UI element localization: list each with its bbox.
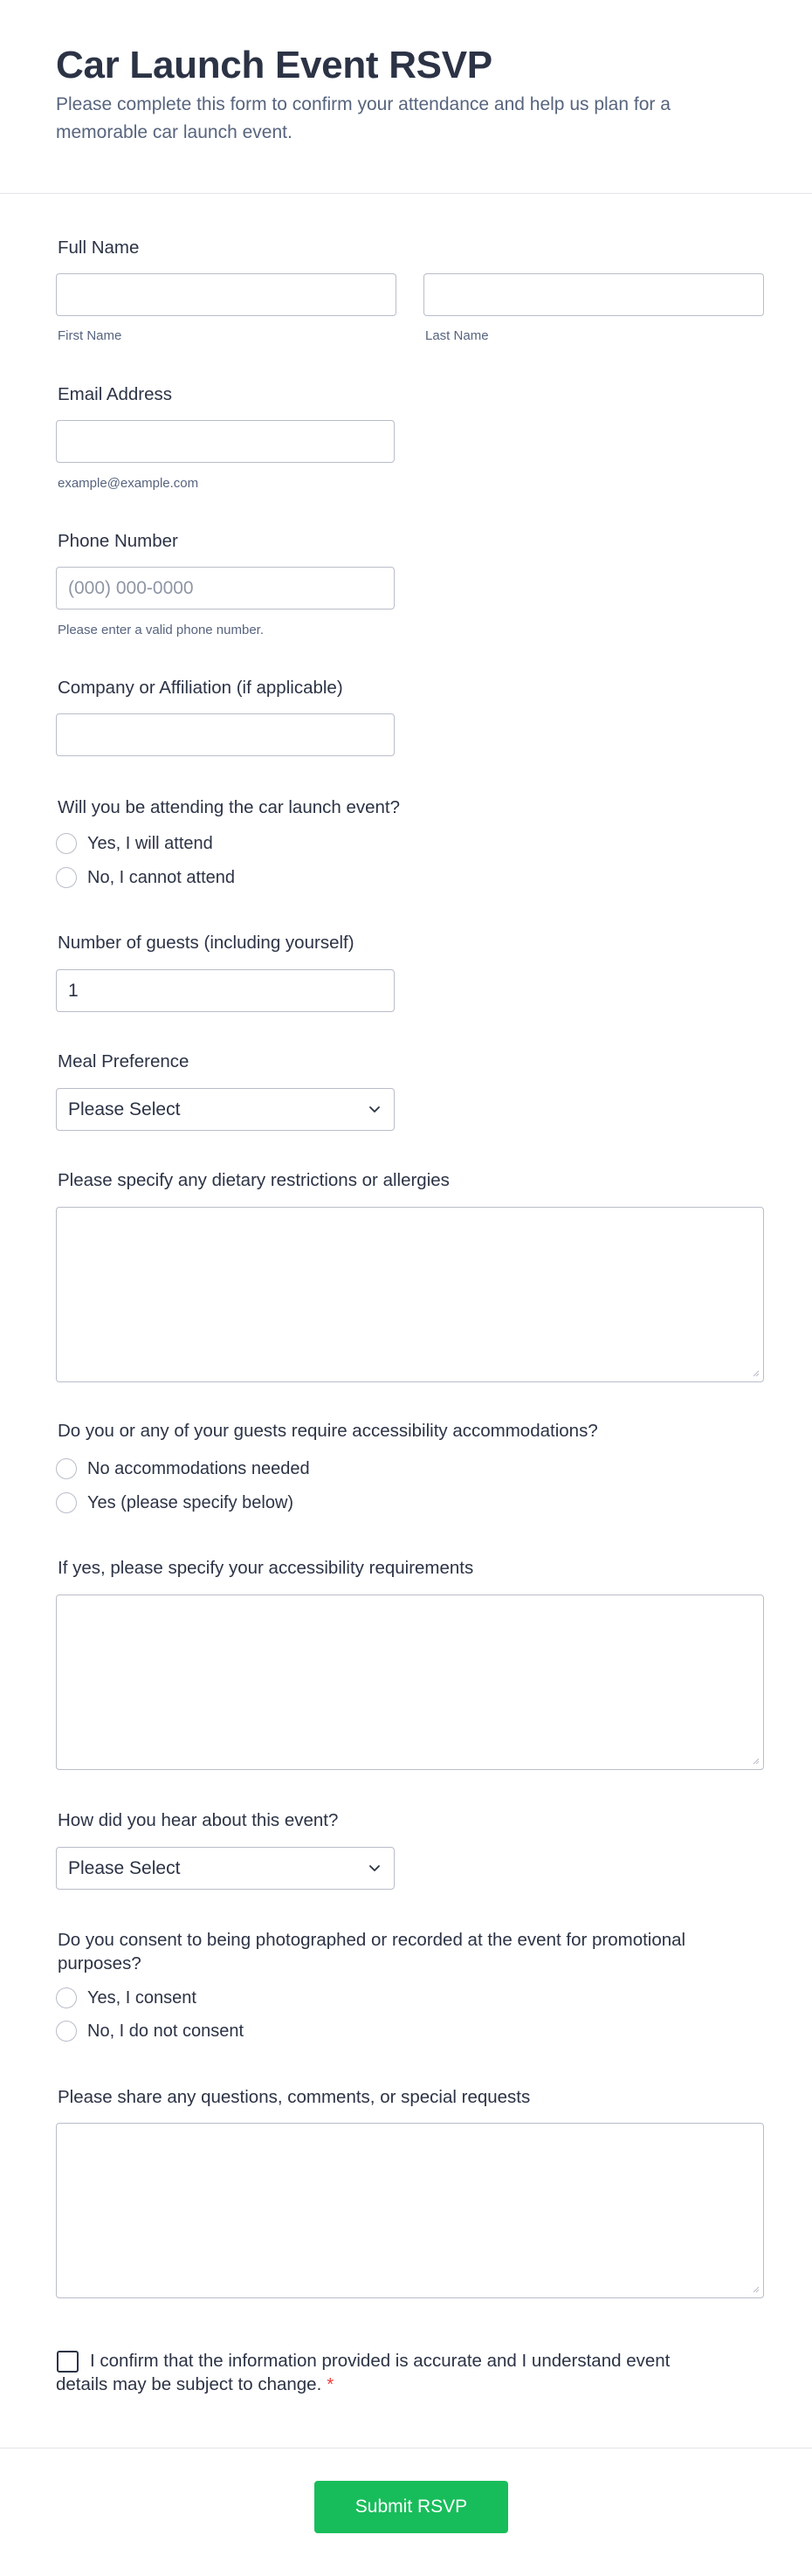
resize-grip-icon[interactable] — [751, 1368, 760, 1377]
required-mark: * — [327, 2374, 334, 2394]
radio-button[interactable] — [56, 1492, 77, 1513]
dietary-label: Please specify any dietary restrictions or allergies — [58, 1170, 450, 1190]
radio-label: No, I cannot attend — [87, 867, 236, 887]
meal-label: Meal Preference — [58, 1051, 189, 1071]
confirm-text-block — [56, 2349, 685, 2396]
submit-button[interactable]: Submit RSVP — [314, 2481, 508, 2533]
accessibility-option-none[interactable] — [56, 1457, 310, 1480]
first-name-sublabel: First Name — [58, 328, 122, 343]
accessibility-details-textarea[interactable] — [56, 1595, 764, 1770]
photo-consent-option-yes[interactable] — [56, 1987, 196, 2009]
radio-button[interactable] — [56, 1458, 77, 1479]
source-label: How did you hear about this event? — [58, 1810, 339, 1830]
meal-select[interactable] — [56, 1088, 395, 1131]
source-select[interactable] — [56, 1847, 395, 1890]
radio-label: Yes, I consent — [87, 1987, 196, 2008]
dietary-textarea[interactable] — [56, 1207, 764, 1382]
attendance-label: Will you be attending the car launch event? — [58, 797, 401, 817]
confirm-text: I confirm that the information provided is accurate and I understand event details may be subject to change. — [56, 2351, 671, 2394]
company-label: Company or Affiliation (if applicable) — [58, 678, 343, 698]
radio-label: No accommodations needed — [87, 1458, 310, 1478]
form-header — [0, 0, 812, 194]
first-name-input[interactable] — [56, 273, 396, 316]
radio-label: Yes, I will attend — [87, 833, 213, 853]
last-name-sublabel: Last Name — [425, 328, 489, 343]
accessibility-details-label: If yes, please specify your accessibility requirements — [58, 1558, 474, 1578]
radio-button[interactable] — [56, 867, 77, 888]
chevron-down-icon — [367, 1102, 382, 1118]
email-label: Email Address — [58, 384, 173, 404]
form-title: Car Launch Event RSVP — [56, 44, 492, 86]
meal-select-value: Please Select — [68, 1099, 181, 1119]
comments-label: Please share any questions, comments, or special requests — [58, 2087, 531, 2107]
phone-input[interactable] — [56, 567, 395, 610]
full-name-label: Full Name — [58, 238, 140, 258]
email-input[interactable] — [56, 420, 395, 463]
accessibility-label: Do you or any of your guests require accessibility accommodations? — [58, 1421, 598, 1441]
attendance-option-no[interactable] — [56, 866, 235, 889]
source-select-value: Please Select — [68, 1857, 181, 1878]
chevron-down-icon — [367, 1861, 382, 1877]
radio-button[interactable] — [56, 1987, 77, 2008]
resize-grip-icon[interactable] — [751, 1756, 760, 1765]
radio-button[interactable] — [56, 2021, 77, 2042]
guests-input[interactable] — [56, 969, 395, 1012]
radio-button[interactable] — [56, 833, 77, 854]
last-name-input[interactable] — [423, 273, 764, 316]
accessibility-option-yes[interactable] — [56, 1491, 293, 1514]
resize-grip-icon[interactable] — [751, 2284, 760, 2293]
radio-label: Yes (please specify below) — [87, 1492, 294, 1512]
phone-label: Phone Number — [58, 531, 178, 551]
comments-textarea[interactable] — [56, 2123, 764, 2298]
photo-consent-label: Do you consent to being photographed or recorded at the event for promotional purposes? — [58, 1930, 686, 1973]
photo-consent-option-no[interactable] — [56, 2020, 244, 2042]
email-sublabel: example@example.com — [58, 476, 199, 491]
phone-sublabel: Please enter a valid phone number. — [58, 623, 264, 637]
company-input[interactable] — [56, 713, 395, 756]
attendance-option-yes[interactable] — [56, 832, 213, 855]
form-subtitle: Please complete this form to confirm your attendance and help us plan for a memorable car launch event. — [56, 94, 671, 142]
guests-label: Number of guests (including yourself) — [58, 933, 354, 953]
radio-label: No, I do not consent — [87, 2021, 244, 2041]
